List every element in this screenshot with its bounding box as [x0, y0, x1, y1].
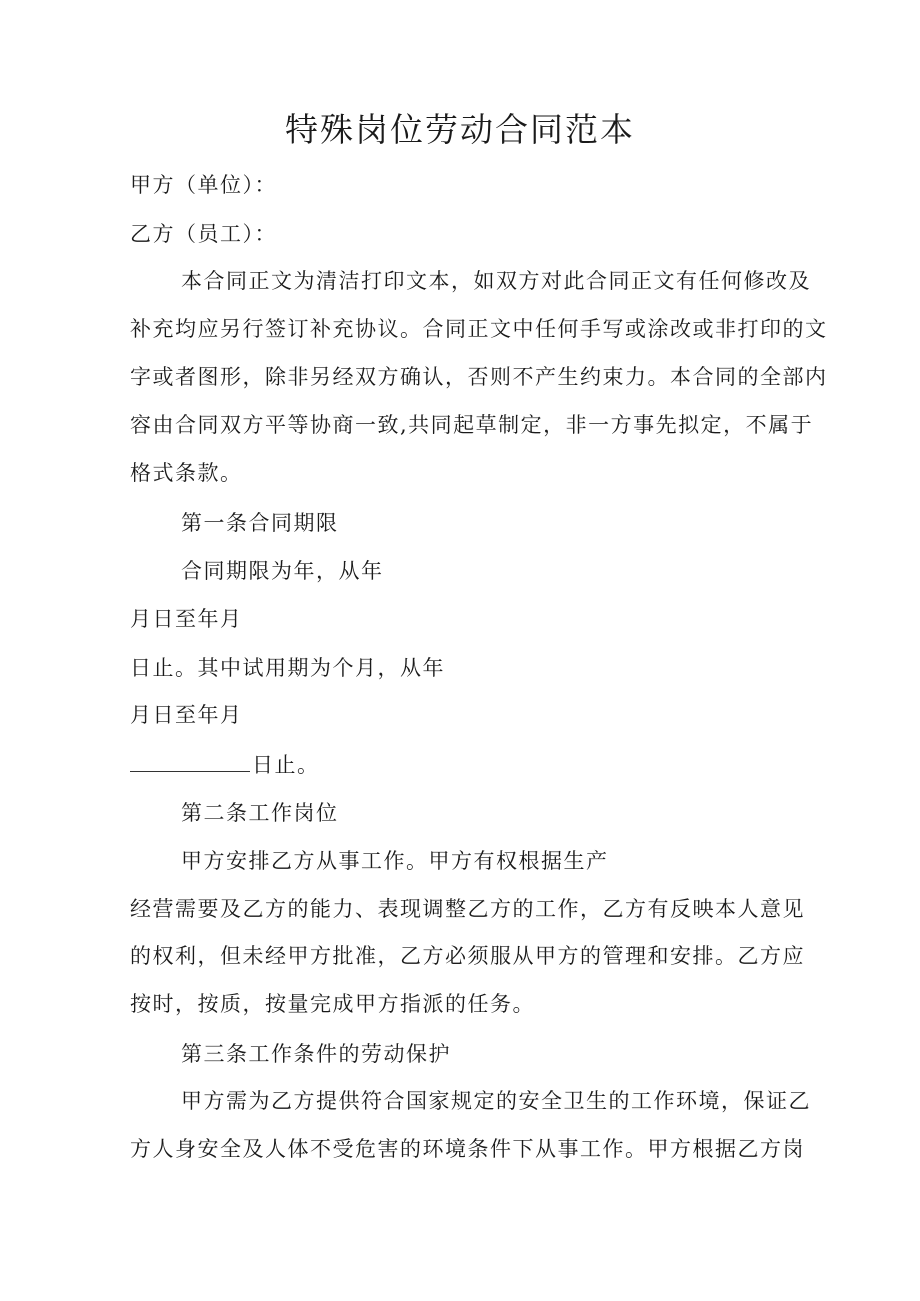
article-1-heading: 第一条合同期限 [181, 511, 339, 535]
article-3-line: 甲方需为乙方提供符合国家规定的安全卫生的工作环境，保证乙 [181, 1089, 811, 1113]
article-2-line: 按时，按质，按量完成甲方指派的任务。 [130, 992, 535, 1016]
preamble-line: 本合同正文为清洁打印文本，如双方对此合同正文有任何修改及 [181, 269, 811, 293]
article-2-line: 的权利，但未经甲方批准，乙方必须服从甲方的管理和安排。乙方应 [130, 944, 805, 968]
article-3-line: 方人身安全及人体不受危害的环境条件下从事工作。甲方根据乙方岗 [130, 1137, 805, 1161]
preamble-line: 字或者图形，除非另经双方确认，否则不产生约束力。本合同的全部内 [130, 365, 828, 389]
article-2-heading: 第二条工作岗位 [181, 801, 339, 825]
party-b-label: 乙方（员工）： [130, 222, 277, 246]
article-1-end-line [130, 749, 795, 780]
article-1-line: 日止。其中试用期为个月，从年 [130, 656, 445, 680]
preamble-line: 格式条款。 [130, 461, 243, 485]
article-1-line: 月日至年月 [130, 607, 243, 631]
article-2-line: 经营需要及乙方的能力、表现调整乙方的工作，乙方有反映本人意见 [130, 897, 805, 921]
article-1-line: 月日至年月 [130, 703, 243, 727]
preamble-line: 容由合同双方平等协商一致,共同起草制定，非一方事先拟定，不属于 [130, 413, 814, 437]
article-3-heading: 第三条工作条件的劳动保护 [181, 1042, 451, 1066]
party-a-label: 甲方（单位）： [130, 173, 277, 197]
article-2-line: 甲方安排乙方从事工作。甲方有权根据生产 [181, 849, 609, 873]
document-title: 特殊岗位劳动合同范本 [285, 110, 635, 149]
article-1-line: 合同期限为年，从年 [181, 559, 384, 583]
blank-underline [130, 749, 250, 772]
article-1-end-text: 日止。 [252, 753, 320, 777]
preamble-line: 补充均应另行签订补充协议。合同正文中任何手写或涂改或非打印的文 [130, 317, 828, 341]
